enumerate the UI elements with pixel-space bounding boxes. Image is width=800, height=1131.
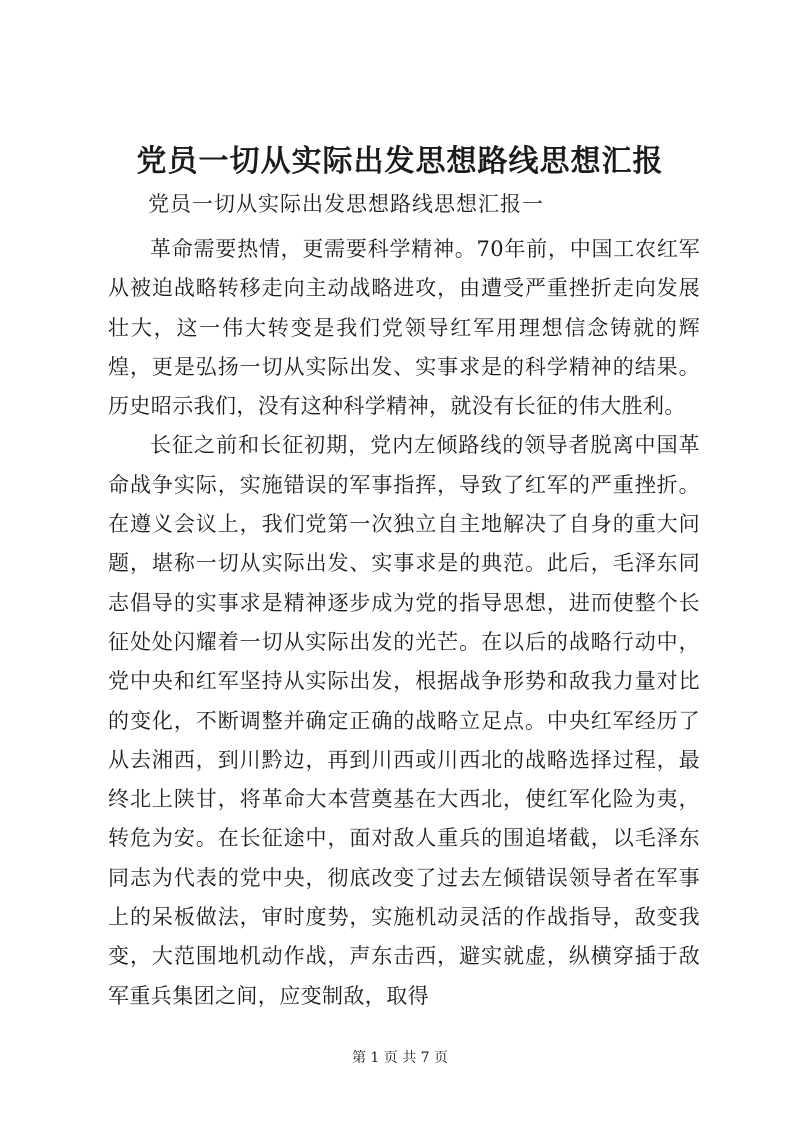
document-body	[108, 230, 700, 1016]
page-footer: 第 1 页 共 7 页	[351, 1050, 449, 1066]
document-title: 党员一切从实际出发思想路线思想汇报	[136, 144, 664, 179]
document-subtitle: 党员一切从实际出发思想路线思想汇报一	[148, 192, 544, 216]
paragraph-1: 革命需要热情，更需要科学精神。70年前，中国工农红军从被迫战略转移走向主动战略进攻，由遭受严重挫折走向发展壮大，这一伟大转变是我们党领导红军用理想信念铸就的辉煌，更是弘扬一切从实际出发、实事求是的科学精神的结果。历史昭示我们，没有这种科学精神，就没有长征的伟大胜利。	[108, 237, 700, 419]
paragraph-2: 长征之前和长征初期，党内左倾路线的领导者脱离中国革命战争实际，实施错误的军事指挥，导致了红军的严重挫折。在遵义会议上，我们党第一次独立自主地解决了自身的重大问题，堪称一切从实际出发、实事求是的典范。此后，毛泽东同志倡导的实事求是精神逐步成为党的指导思想，进而使整个长征处处闪耀着一切从实际出发的光芒。在以后的战略行动中，党中央和红军坚持从实际出发，根据战争形势和敌我力量对比的变化，不断调整并确定正确的战略立足点。中央红军经历了从去湘西，到川黔边，再到川西或川西北的战略选择过程，最终北上陕甘，将革命大本营奠基在大西北，使红军化险为夷，转危为安。在长征途中，面对敌人重兵的围追堵截，以毛泽东同志为代表的党中央，彻底改变了过去左倾错误领导者在军事上的呆板做法，审时度势，实施机动灵活的作战指导，敌变我变，大范围地机动作战，声东击西，避实就虚，纵横穿插于敌军重兵集团之间，应变制敌，取得	[108, 433, 700, 1008]
